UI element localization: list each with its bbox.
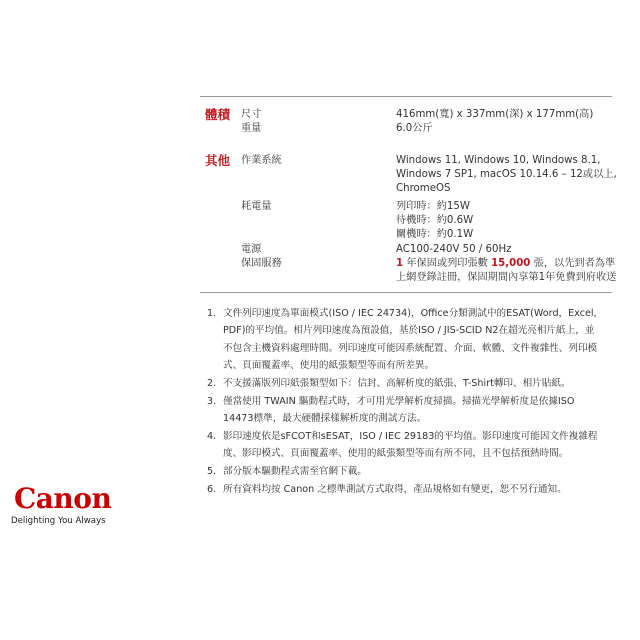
- note-line: PDF)的平均值。相片列印速度為預設值，基於ISO / JIS-SCID N2在超光亮相片紙上，並: [223, 325, 595, 337]
- note-number: 5.: [207, 466, 217, 477]
- note-line: 不支援滿版列印紙張類型如下：信封、高解析度的紙張、T-Shirt轉印、相片貼紙。: [223, 378, 571, 389]
- middle-divider: [200, 292, 612, 293]
- power-label: 耗電量: [241, 201, 272, 212]
- warranty-years: 1: [396, 258, 404, 269]
- warranty-line-1: [396, 257, 616, 271]
- note-number: 4.: [207, 431, 217, 442]
- note-item: [223, 481, 567, 498]
- note-line: 度、影印模式、頁面覆蓋率、使用的紙張類型等而有所不同，且不包括預熱時間。: [223, 448, 569, 460]
- note-line: 14473標準，最大硬體採樣解析度的測試方法。: [223, 413, 427, 425]
- warranty-text-b: 張，以先到者為準: [530, 258, 616, 269]
- os-value: [396, 154, 617, 196]
- power-line: 關機時：約0.1W: [396, 229, 474, 240]
- power-value: [396, 200, 473, 242]
- note-number: 1.: [207, 308, 217, 319]
- source-label: 電源: [241, 244, 262, 255]
- note-line: 所有資料均按 Canon 之標準測試方式取得，產品規格如有變更，恕不另行通知。: [223, 484, 567, 495]
- note-line: 部分版本驅動程式需至官網下載。: [223, 466, 367, 477]
- weight-label: 重量: [241, 123, 262, 134]
- note-item: [223, 305, 603, 375]
- os-line: ChromeOS: [396, 183, 451, 194]
- category-other: 其他: [205, 153, 231, 168]
- warranty-line-2: 上網登錄註冊，保固期間內享第1年免費到府收送: [396, 272, 617, 283]
- os-line: Windows 11, Windows 10, Windows 8.1,: [396, 155, 601, 166]
- warranty-text-a: 年保固或列印張數: [403, 258, 492, 269]
- warranty-value: [396, 257, 616, 285]
- os-line: Windows 7 SP1, macOS 10.14.6 – 12或以上,: [396, 169, 617, 180]
- size-label: 尺寸: [241, 109, 262, 120]
- note-line: 式、頁面覆蓋率、使用的紙張類型等而有所差異。: [223, 360, 435, 372]
- note-line: 不包含主機資料處理時間。列印速度可能因系統配置、介面、軟體、文件複雜性、列印模: [223, 342, 598, 354]
- power-line: 待機時：約0.6W: [396, 215, 474, 226]
- note-item: [223, 375, 571, 392]
- note-number: 2.: [207, 378, 217, 389]
- brand-tagline: Delighting You Always: [11, 516, 106, 526]
- note-item: [223, 428, 597, 463]
- category-volume: 體積: [205, 107, 231, 122]
- note-item: [223, 463, 367, 480]
- note-line: 文件列印速度為單面模式(ISO / IEC 24734)，Office分類測試中的ESAT(Word，Excel，: [223, 308, 604, 319]
- note-line: 僅當使用 TWAIN 驅動程式時，才可用光學解析度掃描。掃描光學解析度是依據ISO: [223, 396, 575, 407]
- note-number: 6.: [207, 484, 217, 495]
- warranty-label: 保固服務: [241, 258, 282, 269]
- note-item: [223, 393, 574, 428]
- warranty-pages: 15,000: [491, 258, 531, 269]
- source-value: AC100-240V 50 / 60Hz: [396, 244, 512, 255]
- weight-value: 6.0公斤: [396, 123, 433, 134]
- note-line: 影印速度依是sFCOT和sESAT，ISO / IEC 29183的平均值。影印速度可能因文件複雜程: [223, 431, 598, 442]
- note-number: 3.: [207, 396, 217, 407]
- top-divider: [200, 96, 612, 97]
- size-value: 416mm(寬) x 337mm(深) x 177mm(高): [396, 109, 594, 120]
- os-label: 作業系統: [241, 155, 282, 166]
- power-line: 列印時：約15W: [396, 201, 470, 212]
- canon-logo: Canon: [14, 482, 112, 515]
